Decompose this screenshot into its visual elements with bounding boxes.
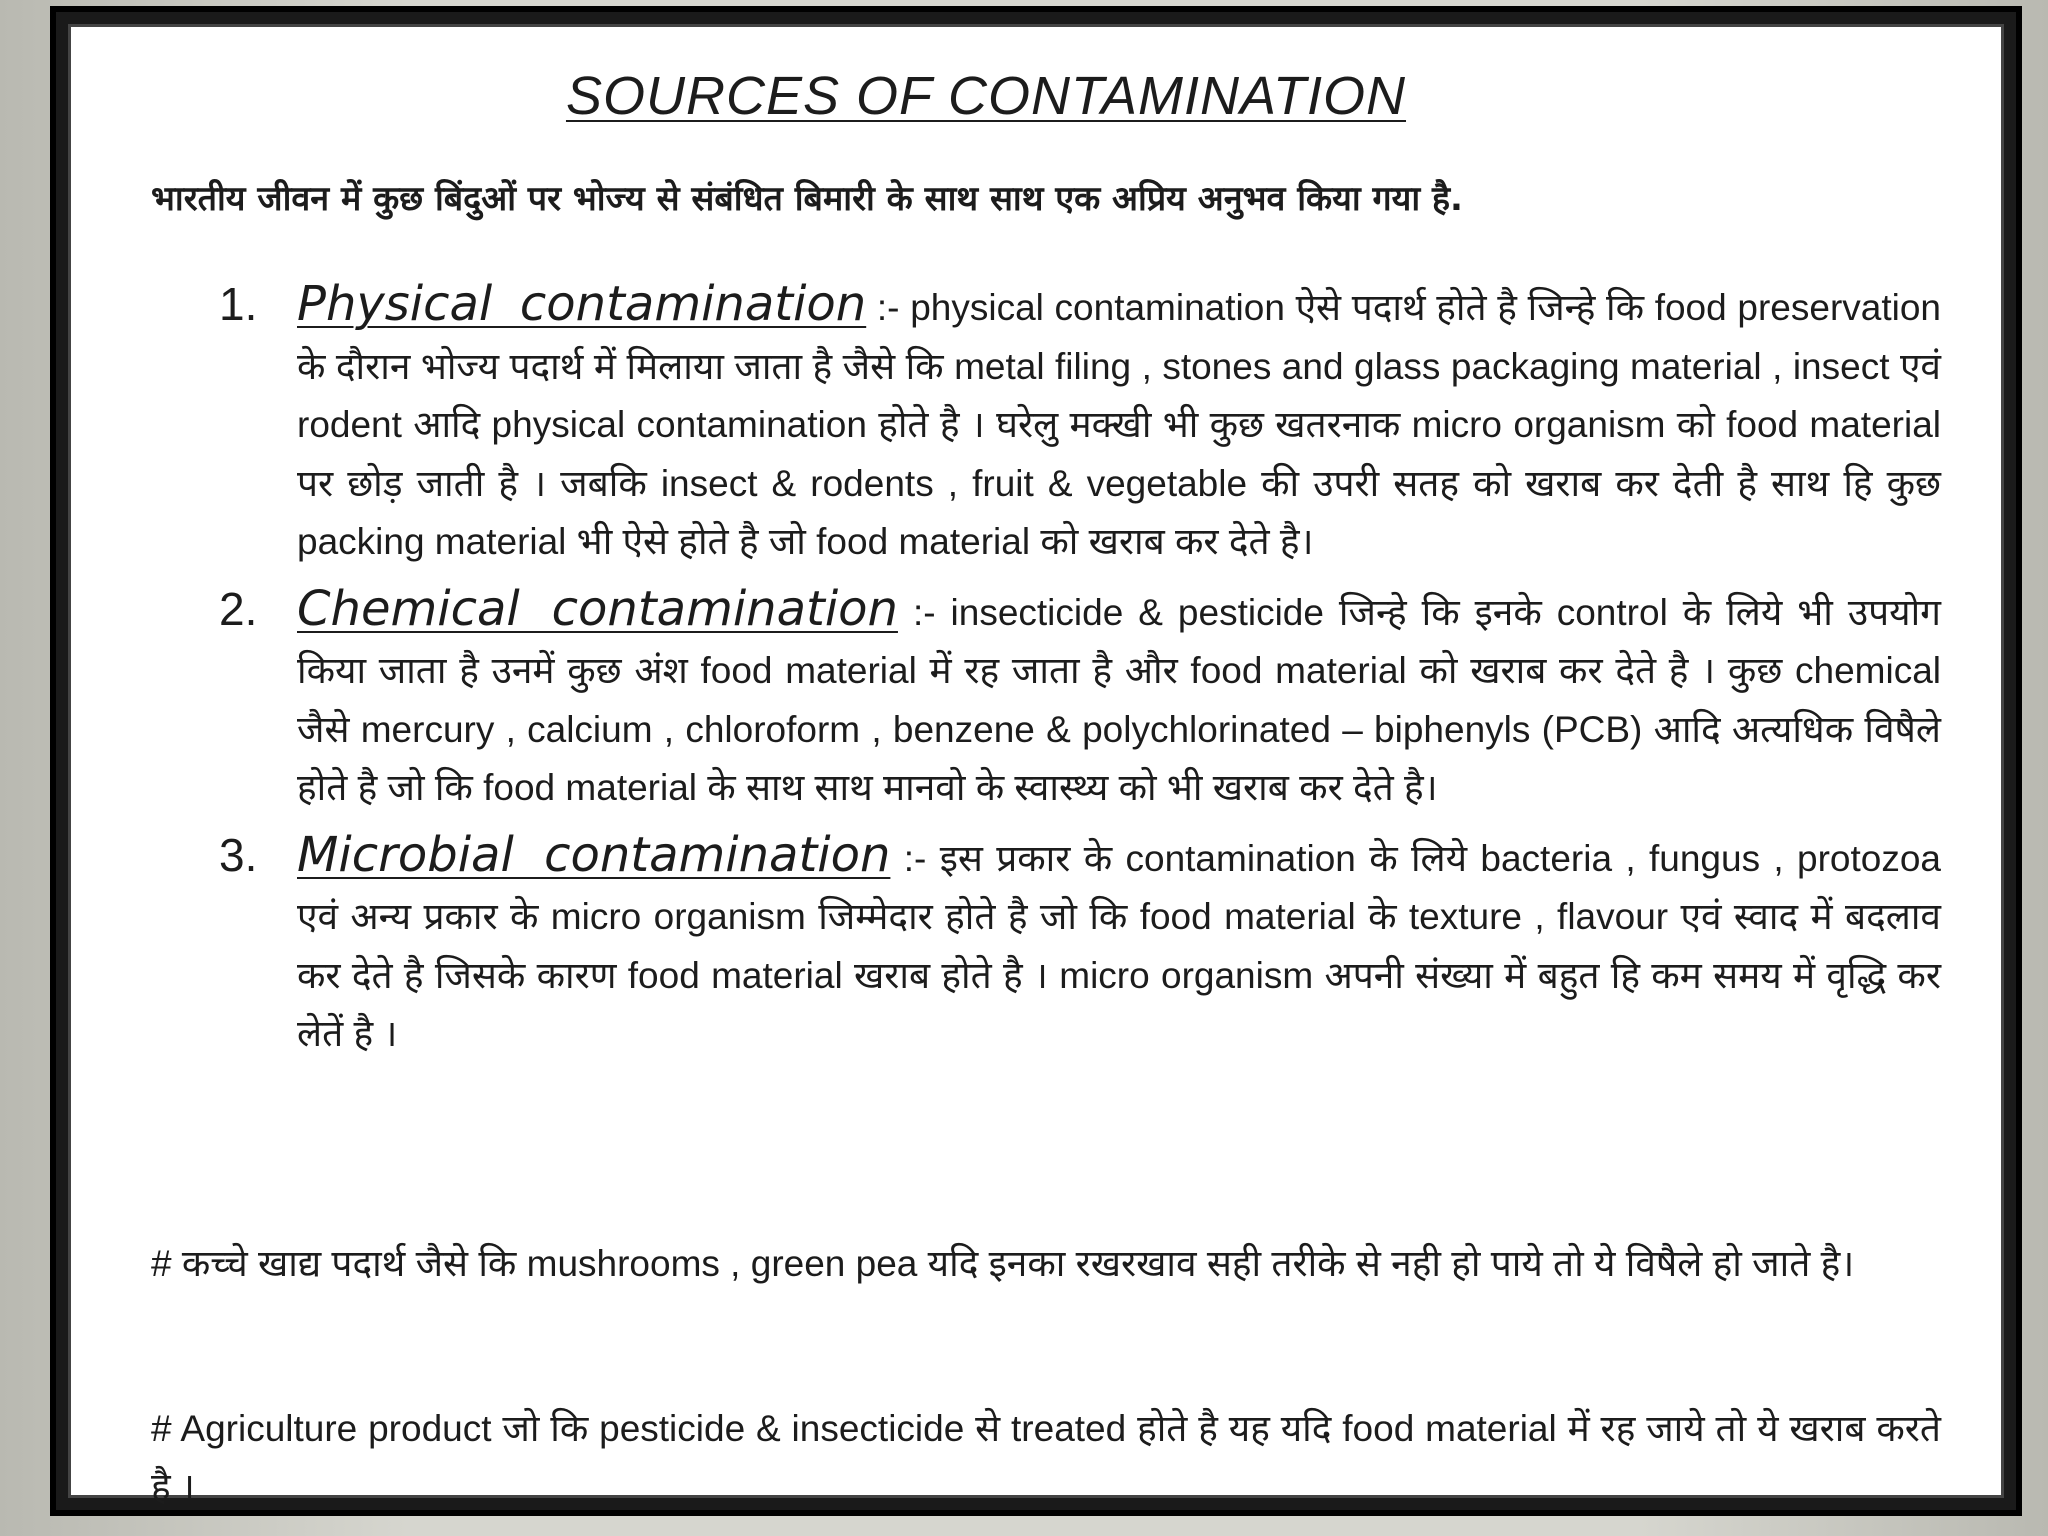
page-title: SOURCES OF CONTAMINATION bbox=[565, 66, 1407, 126]
note-raw-food: # कच्चे खाद्य पदार्थ जैसे कि mushrooms , green pea यदि इनका रखरखाव सही तरीके से नही हो पाये तो ये विषैले हो जाते है। bbox=[151, 1243, 1855, 1284]
item-text: physical contamination ऐसे पदार्थ होते है जिन्हे कि food preservation के दौरान भोज्य पदार्थ में मिलाया जाता है जैसे कि metal filing , stones and glass packaging material , insect एवं rodent आदि physical contamination होते है । घरेलु मक्खी भी कुछ खतरनाक micro organism को food material पर छोड़ जाती है । जबकि insect & rodents , fruit & vegetable की उपरी सतह को खराब कर देती है साथ हि कुछ packing material भी ऐसे होते है जो food material को खराब कर देते है। bbox=[297, 287, 1942, 562]
slide-page bbox=[68, 24, 2004, 1507]
list-item-chemical bbox=[151, 580, 1941, 818]
item-heading: Physical contamination bbox=[297, 276, 867, 332]
note-agriculture: # Agriculture product जो कि pesticide & insecticide से treated होते है यह यदि food material में रह जाये तो ये खराब करते है । bbox=[151, 1408, 1941, 1507]
item-number: 3. bbox=[219, 828, 258, 881]
item-separator: :- bbox=[912, 591, 936, 633]
slide-content bbox=[151, 27, 1942, 1507]
item-text: इस प्रकार के contamination के लिये bacteria , fungus , protozoa एवं अन्य प्रकार के micro organism जिम्मेदार होते है जो कि food material के texture , flavour एवं स्वाद में बदलाव कर देते है जिसके कारण food material खराब होते है । micro organism अपनी संख्या में बहुत हि कम समय में वृद्धि कर लेतें है । bbox=[297, 837, 1942, 1054]
item-number: 1. bbox=[219, 278, 258, 330]
item-heading: Microbial contamination bbox=[297, 826, 891, 883]
list-item-microbial bbox=[151, 826, 1941, 1064]
item-number: 2. bbox=[219, 582, 258, 635]
item-text: insecticide & pesticide जिन्हे कि इनके control के लिये भी उपयोग किया जाता है उनमें कुछ अंश food material में रह जाता है और food material को खराब कर देते है । कुछ chemical जैसे mercury , calcium , chloroform , benzene & polychlorinated – biphenyls (PCB) आदि अत्यधिक विषैले होते है जो कि food material के साथ साथ मानवो के स्वास्थ्य को भी खराब कर देते है। bbox=[297, 591, 1942, 808]
slide-frame bbox=[50, 6, 2022, 1516]
list-item-physical bbox=[151, 275, 1941, 572]
item-separator: :- bbox=[903, 837, 927, 879]
item-heading: Chemical contamination bbox=[297, 580, 898, 637]
contamination-list bbox=[151, 275, 1941, 1064]
item-separator: :- bbox=[876, 287, 900, 328]
intro-paragraph: भारतीय जीवन में कुछ बिंदुओं पर भोज्य से संबंधित बिमारी के साथ साथ एक अप्रिय अनुभव किया गया है. bbox=[151, 179, 1463, 219]
